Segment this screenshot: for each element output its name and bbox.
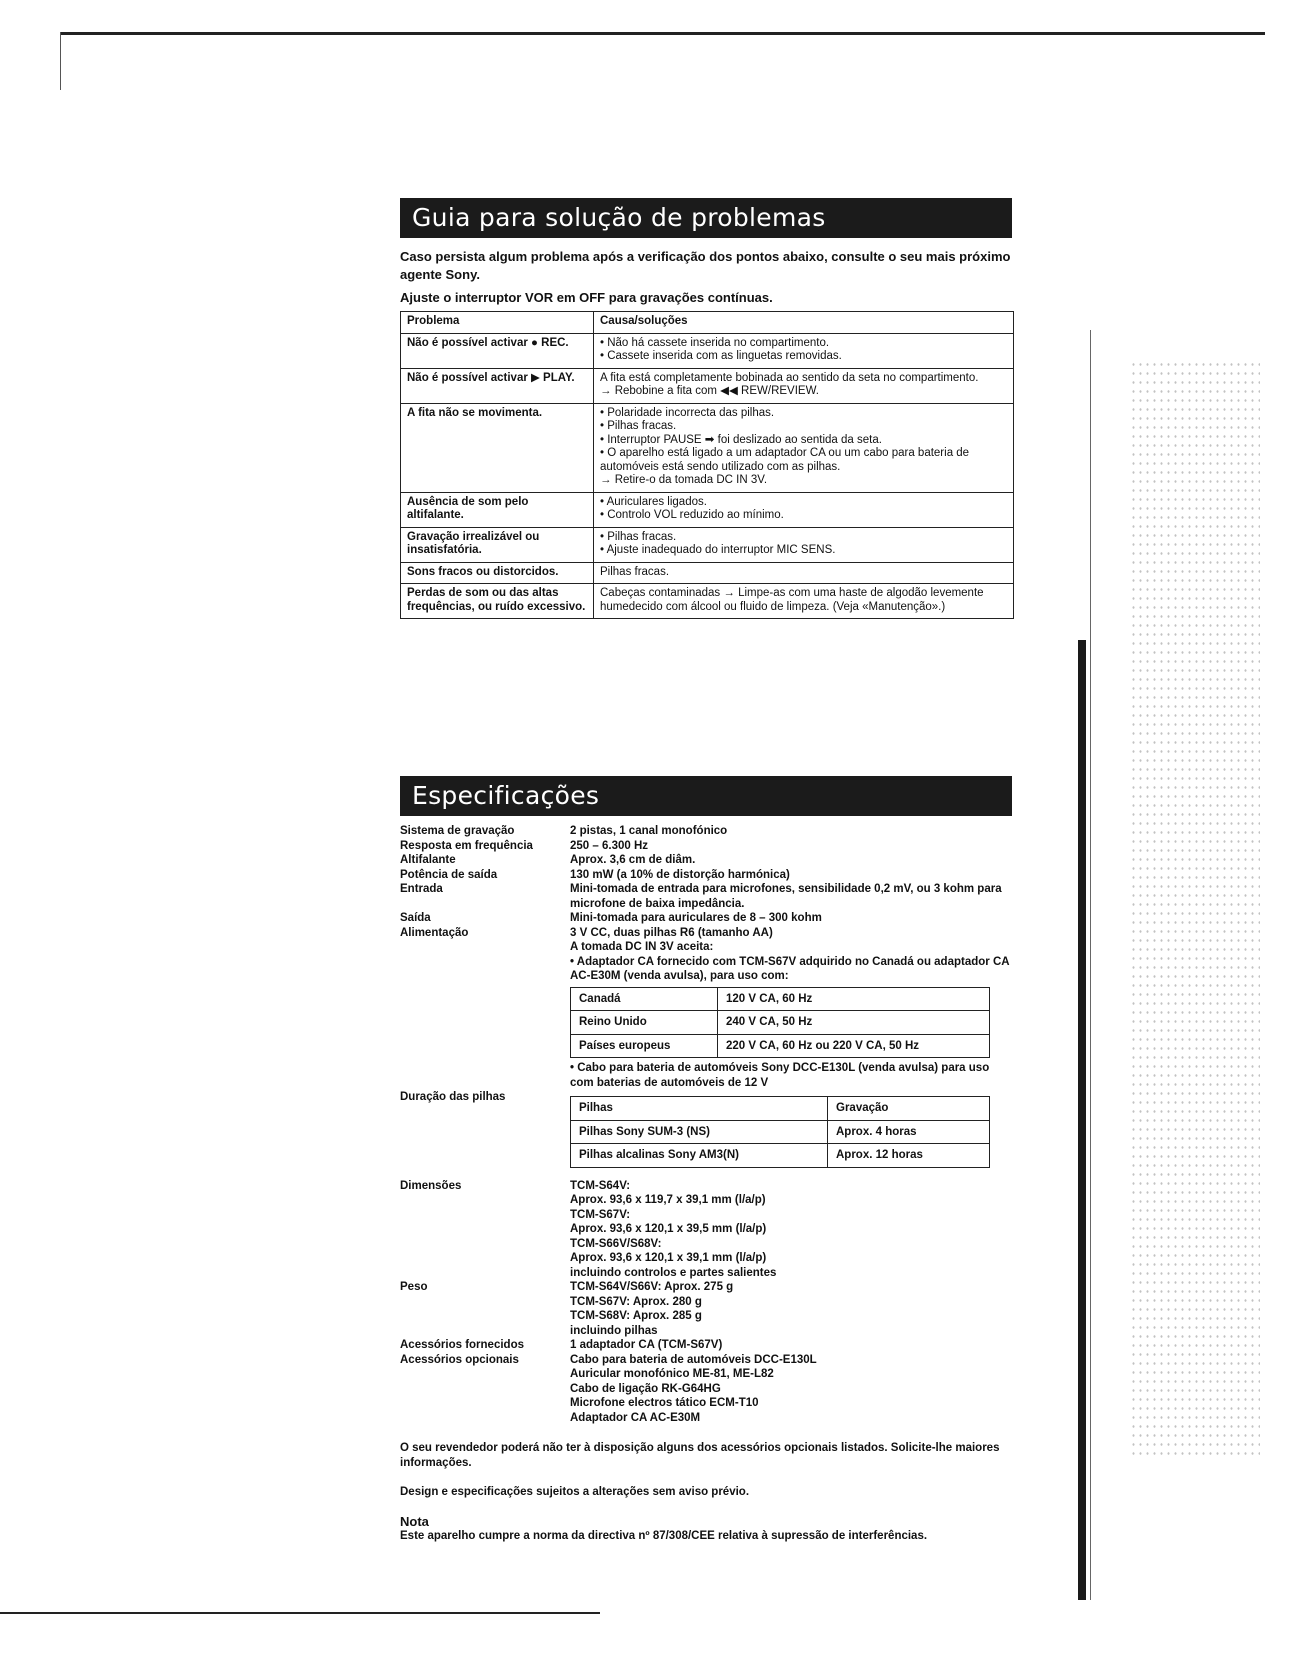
cause-line: • Cassete inserida com as linguetas removidas. — [600, 350, 842, 362]
voltage-table — [570, 987, 990, 1059]
cause-line: • Polaridade incorrecta das pilhas. — [600, 406, 775, 419]
battery-life-table — [570, 1096, 990, 1168]
spec-label: Alimentação — [400, 926, 469, 939]
troubleshooting-table — [400, 311, 1014, 619]
battery-cell: Pilhas alcalinas Sony AM3(N) — [571, 1144, 828, 1168]
cause-line: • Pilhas fracas. — [600, 420, 677, 432]
col-battery-header: Pilhas — [571, 1097, 828, 1121]
problem-cell: Não é possível activar ▶ PLAY. — [401, 368, 594, 403]
cause-line: • Interruptor PAUSE ➡ foi deslizado ao sentida da seta. — [600, 433, 882, 446]
col-problem-header: Problema — [401, 312, 594, 334]
dimension-line: Aprox. 93,6 x 120,1 x 39,1 mm (l/a/p) — [570, 1252, 767, 1264]
table-header-row — [401, 312, 1014, 334]
cause-cell — [594, 527, 1014, 562]
cause-line: → Rebobine a fita com ◀◀ REW/REVIEW. — [600, 385, 820, 397]
table-row — [401, 333, 1014, 368]
design-note: Design e especificações sujeitos a alterações sem aviso prévio. — [400, 1486, 750, 1498]
spec-row — [400, 1179, 1012, 1281]
nota-text: Este aparelho cumpre a norma da directiva nº 87/308/CEE relativa à supressão de interferências. — [400, 1530, 928, 1542]
dimension-line: Aprox. 93,6 x 119,7 x 39,1 mm (l/a/p) — [570, 1194, 766, 1206]
region-cell: Canadá — [571, 987, 718, 1011]
spec-value: Mini-tomada de entrada para microfones, sensibilidade 0,2 mV, ou 3 kohm para microfone de baixa impedância. — [570, 883, 1002, 910]
page-edge-line — [1090, 330, 1091, 1600]
spec-row — [400, 1090, 1012, 1171]
cause-line: • Ajuste inadequado do interruptor MIC SENS. — [600, 544, 836, 556]
problem-cell: Gravação irrealizável ou insatisfatória. — [401, 527, 594, 562]
spec-value — [570, 1090, 1012, 1171]
spec-row — [400, 839, 1012, 854]
power-line: A tomada DC IN 3V aceita: — [570, 941, 714, 953]
troubleshooting-section — [400, 198, 1012, 619]
cause-cell — [594, 584, 1014, 619]
spec-label: Entrada — [400, 883, 443, 895]
spec-label: Resposta em frequência — [400, 839, 533, 852]
cause-line: → Retire-o da tomada DC IN 3V. — [600, 474, 768, 486]
weight-line: TCM-S67V: Aprox. 280 g — [570, 1295, 702, 1308]
table-row — [401, 562, 1014, 584]
spec-label: Saída — [400, 912, 431, 924]
cause-line: • O aparelho está ligado a um adaptador CA ou um cabo para bateria de automóveis está sendo utilizado com as pilhas. — [600, 447, 970, 473]
car-cable-line: • Cabo para bateria de automóveis Sony DCC-E130L (venda avulsa) para uso com baterias de automóveis de 12 V — [570, 1062, 990, 1089]
battery-cell: Pilhas Sony SUM-3 (NS) — [571, 1120, 828, 1144]
table-row — [571, 1144, 990, 1168]
table-row — [401, 368, 1014, 403]
spec-row — [400, 882, 1012, 911]
table-row — [571, 1011, 990, 1035]
col-recording-header: Gravação — [828, 1097, 990, 1121]
table-row — [401, 527, 1014, 562]
table-row — [571, 1120, 990, 1144]
spec-label: Sistema de gravação — [400, 825, 515, 837]
problem-cell: Não é possível activar ● REC. — [401, 333, 594, 368]
vor-instruction: Ajuste o interruptor VOR em OFF para gravações contínuas. — [400, 290, 773, 305]
spec-value — [570, 1353, 1012, 1426]
spec-value: 1 adaptador CA (TCM-S67V) — [570, 1339, 723, 1351]
specifications-title: Especificações — [400, 776, 1012, 816]
spec-label: Potência de saída — [400, 868, 498, 881]
cause-cell — [594, 492, 1014, 527]
accessory-line: Adaptador CA AC-E30M — [570, 1411, 701, 1424]
weight-line: TCM-S68V: Aprox. 285 g — [570, 1310, 702, 1322]
dimension-line: incluindo controlos e partes salientes — [570, 1266, 777, 1279]
recording-cell: Aprox. 12 horas — [828, 1144, 990, 1168]
nota-title: Nota — [400, 1514, 429, 1529]
spec-value — [570, 926, 1012, 1091]
voltage-cell: 240 V CA, 50 Hz — [718, 1011, 990, 1035]
spec-label: Acessórios opcionais — [400, 1353, 519, 1366]
recording-cell: Aprox. 4 horas — [828, 1120, 990, 1144]
voltage-cell: 120 V CA, 60 Hz — [718, 987, 990, 1011]
spec-value: Aprox. 3,6 cm de diâm. — [570, 854, 696, 866]
table-row — [401, 403, 1014, 492]
region-cell: Países europeus — [571, 1034, 718, 1058]
cause-cell — [594, 403, 1014, 492]
spec-value: 2 pistas, 1 canal monofónico — [570, 825, 728, 837]
power-line: 3 V CC, duas pilhas R6 (tamanho AA) — [570, 926, 773, 939]
troubleshooting-intro: Caso persista algum problema após a verificação dos pontos abaixo, consulte o seu mais próximo agente Sony. — [400, 249, 1011, 282]
troubleshooting-title: Guia para solução de problemas — [400, 198, 1012, 238]
cause-cell — [594, 368, 1014, 403]
problem-cell: Perdas de som ou das altas frequências, ou ruído excessivo. — [401, 584, 594, 619]
cause-cell — [594, 333, 1014, 368]
table-row — [571, 1034, 990, 1058]
spec-value: 250 – 6.300 Hz — [570, 839, 649, 852]
spec-value: 130 mW (a 10% de distorção harmónica) — [570, 868, 790, 881]
spec-row — [400, 853, 1012, 868]
cause-line: • Não há cassete inserida no compartimento. — [600, 336, 830, 349]
spec-label: Altifalante — [400, 854, 456, 866]
spec-label: Dimensões — [400, 1179, 462, 1192]
dimension-line: TCM-S66V/S68V: — [570, 1237, 662, 1250]
accessory-line: Auricular monofónico ME-81, ME-L82 — [570, 1368, 774, 1380]
dealer-note: O seu revendedor poderá não ter à disposição alguns dos acessórios opcionais listados. Solicite-lhe maiores informações. — [400, 1442, 1000, 1469]
spec-row — [400, 868, 1012, 883]
weight-line: incluindo pilhas — [570, 1324, 658, 1337]
accessory-line: Cabo de ligação RK-G64HG — [570, 1382, 721, 1395]
problem-cell: Sons fracos ou distorcidos. — [401, 562, 594, 584]
weight-line: TCM-S64V/S66V: Aprox. 275 g — [570, 1281, 734, 1293]
spec-label: Acessórios fornecidos — [400, 1339, 524, 1351]
cause-line: A fita está completamente bobinada ao sentido da seta no compartimento. — [600, 371, 979, 384]
bottom-rule — [0, 1612, 600, 1614]
spec-value — [570, 1280, 1012, 1338]
cause-line: • Pilhas fracas. — [600, 530, 677, 543]
col-cause-header: Causa/soluções — [594, 312, 1014, 334]
spec-row — [400, 926, 1012, 1091]
spec-row — [400, 1353, 1012, 1426]
spec-value: Mini-tomada para auriculares de 8 – 300 kohm — [570, 912, 822, 924]
spec-row — [400, 824, 1012, 839]
region-cell: Reino Unido — [571, 1011, 718, 1035]
spec-value — [570, 1179, 1012, 1281]
problem-cell: A fita não se movimenta. — [401, 403, 594, 492]
dimension-line: Aprox. 93,6 x 120,1 x 39,5 mm (l/a/p) — [570, 1223, 767, 1235]
table-row — [571, 987, 990, 1011]
dimension-line: TCM-S64V: — [570, 1179, 631, 1192]
specifications-section — [400, 776, 1012, 1544]
spec-list — [400, 824, 1012, 1425]
spec-row — [400, 911, 1012, 926]
page-edge-shadow — [1078, 640, 1086, 1600]
scan-noise — [1130, 360, 1260, 1460]
table-header-row — [571, 1097, 990, 1121]
accessory-line: Cabo para bateria de automóveis DCC-E130L — [570, 1353, 817, 1366]
cause-line: Pilhas fracas. — [600, 565, 670, 578]
table-row — [401, 492, 1014, 527]
spec-row — [400, 1338, 1012, 1353]
cause-line: • Controlo VOL reduzido ao mínimo. — [600, 509, 784, 521]
dimension-line: TCM-S67V: — [570, 1208, 631, 1221]
cause-line: • Auriculares ligados. — [600, 495, 707, 508]
table-row — [401, 584, 1014, 619]
top-rule — [60, 32, 1265, 35]
cause-cell — [594, 562, 1014, 584]
voltage-cell: 220 V CA, 60 Hz ou 220 V CA, 50 Hz — [718, 1034, 990, 1058]
problem-cell: Ausência de som pelo altifalante. — [401, 492, 594, 527]
cause-line: Cabeças contaminadas → Limpe-as com uma haste de algodão levemente humedecido com álcool ou fluido de limpeza. (Veja «Manutenção».) — [600, 587, 984, 613]
power-line: • Adaptador CA fornecido com TCM-S67V adquirido no Canadá ou adaptador CA AC-E30M (venda avulsa), para uso com: — [570, 955, 1010, 982]
spec-label: Peso — [400, 1281, 428, 1293]
spec-label: Duração das pilhas — [400, 1091, 506, 1103]
accessory-line: Microfone electros tático ECM-T10 — [570, 1397, 759, 1409]
spec-row — [400, 1280, 1012, 1338]
left-corner-rule — [60, 32, 61, 90]
